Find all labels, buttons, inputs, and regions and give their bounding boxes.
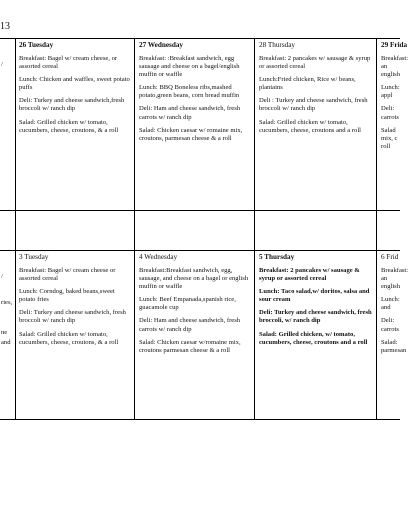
deli-item: Deli: carrots <box>381 105 399 121</box>
day-cell-week2-fri <box>381 253 408 418</box>
day-header: 6 Frid <box>381 253 399 261</box>
clipped-text: / <box>1 273 3 280</box>
day-cell-week1-tue <box>19 41 131 209</box>
day-cell-week2-wed <box>139 253 251 418</box>
breakfast-item: Breakfast:Breakfast sandwich, egg, sausage, and cheese on a bagel or english muffin or waffle <box>139 267 249 291</box>
day-header: 29 Frida <box>381 41 408 49</box>
breakfast-item: Breakfast: 2 pancakes w/ sausage & syrup or assorted cereal <box>259 55 371 71</box>
clipped-text: / <box>1 61 3 68</box>
day-header: 27 Wednesday <box>139 41 184 49</box>
deli-item: Deli: Turkey and cheese sandwich, fresh broccoli w/ ranch dip <box>19 309 126 325</box>
breakfast-item: Breakfast: an english <box>381 55 408 79</box>
breakfast-item: Breakfast: Bagel w/ cream cheese or assorted cereal <box>19 267 116 283</box>
lunch-item: Lunch: Taco salad,w/ doritos, salsa and sour cream <box>259 288 370 304</box>
deli-item: Deli: Ham and cheese sandwich, fresh carrots w/ ranch dip <box>139 317 241 333</box>
day-header: 3 Tuesday <box>19 253 49 261</box>
salad-item: Salad: Chicken caesar w/romaine mix, croutons parmesan cheese & a roll <box>139 338 241 354</box>
day-cell-week2-thu <box>259 253 373 418</box>
lunch-item: Lunch: Corndog, baked beans,sweet potato fries <box>19 288 115 304</box>
deli-item: Deli: Ham and cheese sandwich, fresh carrots w/ ranch dip <box>139 105 241 121</box>
salad-item: Salad: parmesan <box>381 338 407 354</box>
salad-item: Salad mix, c roll <box>381 126 398 150</box>
day-cell-week2-tue <box>19 253 131 418</box>
clipped-text: ne <box>1 329 8 337</box>
lunch-item: Lunch: Beef Empanada,spanish rice, guacamole cup <box>139 296 236 312</box>
menu-calendar-grid <box>0 38 408 420</box>
lunch-item: Lunch: BBQ Boneless ribs,mashed potato,green beans, corn bread muffin <box>139 84 240 100</box>
deli-item: Deli: carrots <box>381 317 399 333</box>
left-clipped-cell <box>1 61 14 207</box>
breakfast-item: Breakfast: an english <box>381 267 408 291</box>
breakfast-item: Breakfast: 2 pancakes w/ sausage & syrup or assorted cereal <box>259 267 360 283</box>
breakfast-item: Breakfast: Bagel w/ cream cheese, or assorted cereal <box>19 55 118 71</box>
clipped-text: ries, <box>1 299 13 307</box>
deli-item: Deli : Turkey and cheese sandwich, fresh broccoli w/ ranch dip <box>259 97 368 113</box>
day-header: 26 Tuesday <box>19 41 54 49</box>
salad-item: Salad: Grilled chicken w/ tomato, cucumbers, cheese, croutons, & a roll <box>19 330 119 346</box>
salad-item: Salad: Grilled chicken w/ tomato, cucumbers, cheese, croutons and a roll <box>259 118 361 134</box>
deli-item: Deli: Turkey and cheese sandwich,fresh broccoli w/ ranch dip <box>19 97 125 113</box>
day-cell-week1-wed <box>139 41 251 209</box>
breakfast-item: Breakfast: :Breakfast sandwich, egg sausage and cheese on a bagel/english muffin or waffle <box>139 55 240 79</box>
day-cell-week1-thu <box>259 41 373 209</box>
day-cell-week1-fri <box>381 41 408 209</box>
salad-item: Salad: Grilled chicken, w/ tomato, cucumbers, cheese, croutons and a roll <box>259 330 368 346</box>
lunch-item: Lunch: appl <box>381 84 400 100</box>
day-header: 28 Thursday <box>259 41 296 49</box>
deli-item: Deli: Turkey and cheese sandwich, fresh broccoli, w/ ranch dip <box>259 309 372 325</box>
left-clipped-cell <box>1 273 14 417</box>
salad-item: Salad: Grilled chicken w/ tomato, cucumbers, cheese, croutons, & a roll <box>19 118 119 134</box>
lunch-item: Lunch: and <box>381 296 400 312</box>
day-header: 4 Wednesday <box>139 253 178 261</box>
lunch-item: Lunch: Chicken and waffles, sweet potato puffs <box>19 76 130 92</box>
day-header: 5 Thursday <box>259 253 295 261</box>
clipped-text: and <box>1 339 11 347</box>
page-title: 13 <box>0 21 10 32</box>
salad-item: Salad: Chicken caesar w/ romaine mix, croutons, parmesan cheese & a roll <box>139 126 243 142</box>
lunch-item: Lunch:Fried chicken, Rice w/ beans, plantains <box>259 76 356 92</box>
